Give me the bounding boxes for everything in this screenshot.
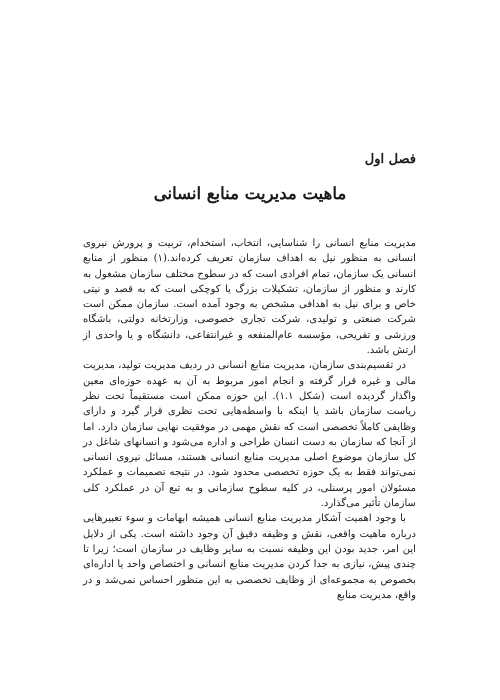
chapter-label: فصل اول — [364, 152, 416, 167]
body-text — [83, 236, 416, 603]
chapter-title: ماهیت مدیریت منابع انسانی — [153, 184, 347, 203]
paragraph-1: مدیریت منابع انسانی را شناسایی، انتخاب، استخدام، تربیت و پرورش نیروی انسانی به منظور نیل به اهداف سازمان تعریف کرده‌اند.(۱) منظور از منابع انسانی یک سازمان، تمام افرادی است که در سطوح مختلف سازمان مشغول به کارند و منظور از سازمان، تشکیلات بزرگ یا کوچکی است که به قصد و نیتی خاص و برای نیل به اهدافی مشخص به وجود آمده است. سازمان ممکن است شرکت صنعتی و تولیدی، شرکت تجاری خصوصی، وزارتخانه دولتی، باشگاه ورزشی و تفریحی، مؤسسه عام‌المنفعه و غیرانتفاعی، دانشگاه و یا واحدی از ارتش باشد. — [83, 238, 416, 357]
paragraph-3: با وجود اهمیت آشکار مدیریت منابع انسانی همیشه ابهامات و سوء تعبیرهایی درباره ماهیت واقعی، نقش و وظیفه دقیق آن وجود داشته است. یکی از دلایل این امر، جدید بودن این وظیفه نسبت به سایر وظایف در سازمان است؛ زیرا تا چندی پیش، نیازی به جدا کردن مدیریت منابع انسانی و اختصاص واحد یا اداره‌ای بخصوص به مجموعه‌ای از وظایف تخصصی به این منظور احساس نمی‌شد و در واقع، مدیریت منابع — [83, 513, 416, 601]
paragraph-2: در تقسیم‌بندی سازمان، مدیریت منابع انسانی در ردیف مدیریت تولید، مدیریت مالی و غیره قرار گرفته و انجام امور مربوط به آن به عهده حوزه‌ای معین واگذار گردیده است (شکل ۱.۱). این حوزه ممکن است مستقیماً تحت نظر ریاست سازمان باشد یا اینکه با واسطه‌هایی تحت نظری قرار گیرد و دارای وظایفی کاملاً تخصصی است که نقش مهمی در موفقیت نهایی سازمان دارد. اما از آنجا که سازمان به دست انسان طراحی و اداره می‌شود و انسانهای شاغل در کل سازمان موضوع اصلی مدیریت منابع انسانی هستند، مسائل نیروی انسانی نمی‌تواند فقط به یک حوزه تخصصی محدود شود. در نتیجه تصمیمات و عملکرد مسئولان امور پرسنلی، در کلیه سطوح سازمانی و به تبع آن در عملکرد کلی سازمان تأثیر می‌گذارد. — [83, 360, 416, 510]
